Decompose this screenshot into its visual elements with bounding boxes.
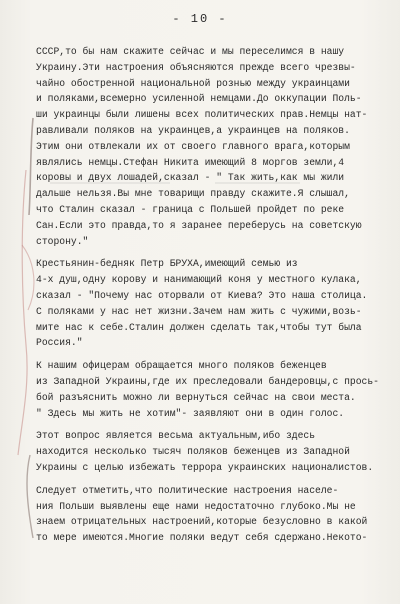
text-line: сказал - "Почему нас оторвали от Киева? Это наша столица. (36, 289, 368, 301)
text-line: находится несколько тысяч поляков беженцев из Западной (36, 446, 350, 458)
paragraph-gap (36, 421, 398, 428)
paragraph-3 (36, 358, 398, 421)
text-line: " Здесь мы жить не хотим"- заявляют они в один голос. (36, 407, 345, 419)
text-line: коровы и двух лошадей,сказал - " Так жить,как мы жили (36, 172, 345, 184)
paragraph-4 (36, 428, 398, 475)
text-line: из Западной Украины,где их преследовали бандеровцы,с прось- (36, 375, 379, 387)
text-line: Россия." (36, 337, 83, 349)
text-line: то мере имеются.Многие поляки ведут себя сдержано.Некото- (36, 532, 368, 544)
text-line: дальше нельзя.Вы мне товарищи правду скажите.Я слышал, (36, 188, 350, 200)
text-line: что Сталин сказал - граница с Польшей пройдет по реке (36, 203, 345, 215)
page-number: - 10 - (172, 12, 228, 26)
text-line: С поляками у нас нет жизни.Зачем нам жить с чужими,возь- (36, 305, 362, 317)
text-line: Сан.Если это правда,то я заранее переберусь на советскую (36, 219, 362, 231)
text-line: сторону." (36, 235, 89, 247)
paragraph-gap (36, 476, 398, 483)
paragraph-gap (36, 351, 398, 358)
text-line: Украину.Эти настроения объясняются прежде всего чрезвы- (36, 61, 356, 73)
text-line: являлись немцы.Стефан Никита имеющий 8 моргов земли,4 (36, 156, 345, 168)
paragraph-1 (36, 44, 398, 249)
text-line: ши украинцы были лишены всех политических прав.Немцы нат- (36, 109, 368, 121)
text-line: Этим они отвлекали их от своего главного врага,которым (36, 140, 350, 152)
text-line: 4-х душ,одну корову и нанимающий коня у местного кулака, (36, 274, 362, 286)
paragraph-2 (36, 256, 398, 351)
text-line: знаем отрицательных настроений,которые безусловно в какой (36, 516, 368, 528)
text-line: мите нас к себе.Сталин должен сделать так,чтобы тут была (36, 321, 362, 333)
text-line: Украины с целью избежать террора украинских националистов. (36, 461, 374, 473)
paragraph-5 (36, 483, 398, 546)
text-line: ния Польши выявлены еще нами недостаточно глубоко.Мы не (36, 500, 356, 512)
text-line: Следует отметить,что политические настроения населе- (36, 484, 339, 496)
text-line: чайно обостренной национальной рознью между украинцами (36, 77, 350, 89)
text-line: равливали поляков на украинцев,а украинцев на поляков. (36, 124, 350, 136)
text-line: и поляками,всемерно усиленной немцами.До оккупации Поль- (36, 93, 362, 105)
text-line: Этот вопрос является весьма актуальным,ибо здесь (36, 430, 316, 442)
paragraph-gap (36, 249, 398, 256)
text-line: К нашим офицерам обращается много поляков беженцев (36, 360, 327, 372)
text-line: Крестьянин-бедняк Петр БРУХА,имеющий семью из (36, 258, 298, 270)
text-line: бой разъяснить можно ли вернуться сейчас на свои места. (36, 391, 356, 403)
document-body (36, 44, 398, 546)
text-line: СССР,то бы нам скажите сейчас и мы переселимся в нашу (36, 46, 345, 57)
